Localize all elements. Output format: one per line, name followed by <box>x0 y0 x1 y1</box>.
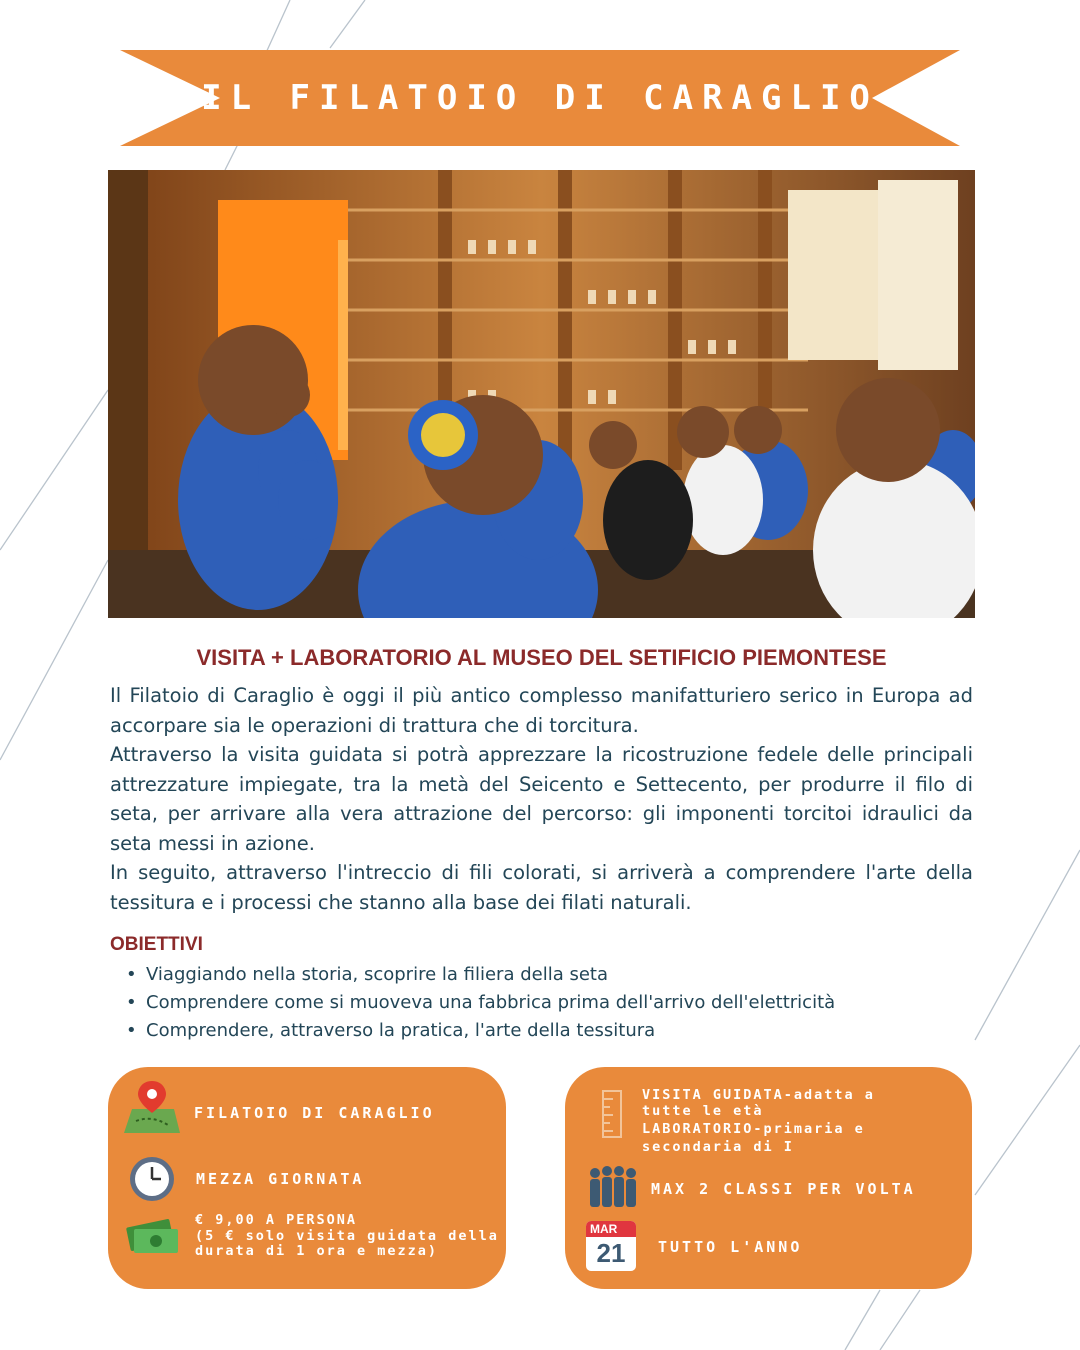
group-icon <box>585 1165 641 1209</box>
paragraph: Attraverso la visita guidata si potrà apprezzare la ricostruzione fedele delle principali attrezzature impiegate, tra la metà del Seicento e Settecento, per produrre il filo di seta, per arrivare alla vera attrazione del percorso: gli imponenti torcitoi idraulici da seta messi in azione. <box>110 743 973 855</box>
location-label: FILATOIO DI CARAGLIO <box>194 1104 435 1122</box>
list-item: • Comprendere come si muoveva una fabbrica prima dell'arrivo dell'elettricità <box>126 989 835 1017</box>
price-note: durata di 1 ora e mezza) <box>195 1243 439 1259</box>
museum-photo <box>108 170 975 618</box>
clock-icon <box>128 1155 176 1203</box>
calendar-icon <box>586 1221 636 1271</box>
paragraph: Il Filatoio di Caraglio è oggi il più antico complesso manifatturiero serico in Europa ad accorpare sia le operazioni di trattura che di torcitura. <box>110 684 973 737</box>
price-note: (5 € solo visita guidata della <box>195 1228 499 1244</box>
group-size-label: MAX 2 CLASSI PER VOLTA <box>651 1180 916 1198</box>
info-card-left <box>108 1067 506 1289</box>
calendar-month: MAR <box>586 1221 636 1237</box>
description <box>110 681 973 917</box>
visit-type-line: LABORATORIO-primaria e <box>642 1121 865 1137</box>
page-title: IL FILATOIO DI CARAGLIO <box>201 78 879 118</box>
duration-label: MEZZA GIORNATA <box>196 1170 365 1188</box>
objectives-list <box>126 961 835 1045</box>
objectives-title: OBIETTIVI <box>110 934 203 955</box>
paragraph: In seguito, attraverso l'intreccio di fili colorati, si arriverà a comprendere l'arte della tessitura e i processi che stanno alla base dei filati naturali. <box>110 861 973 914</box>
ruler-icon <box>601 1089 623 1139</box>
list-item: • Viaggiando nella storia, scoprire la filiera della seta <box>126 961 835 989</box>
section-subtitle: VISITA + LABORATORIO AL MUSEO DEL SETIFICIO PIEMONTESE <box>196 645 887 670</box>
info-card-right <box>565 1067 972 1289</box>
price-line: € 9,00 A PERSONA <box>195 1212 358 1228</box>
visit-type-line: tutte le età <box>642 1103 764 1119</box>
map-pin-icon <box>122 1079 182 1135</box>
title-banner <box>120 50 960 146</box>
money-icon <box>126 1215 182 1257</box>
calendar-day: 21 <box>596 1238 626 1268</box>
list-item: • Comprendere, attraverso la pratica, l'arte della tessitura <box>126 1017 835 1045</box>
period-label: TUTTO L'ANNO <box>658 1238 803 1256</box>
visit-type-line: VISITA GUIDATA-adatta a <box>642 1087 875 1103</box>
visit-type-line: secondaria di I <box>642 1139 794 1155</box>
